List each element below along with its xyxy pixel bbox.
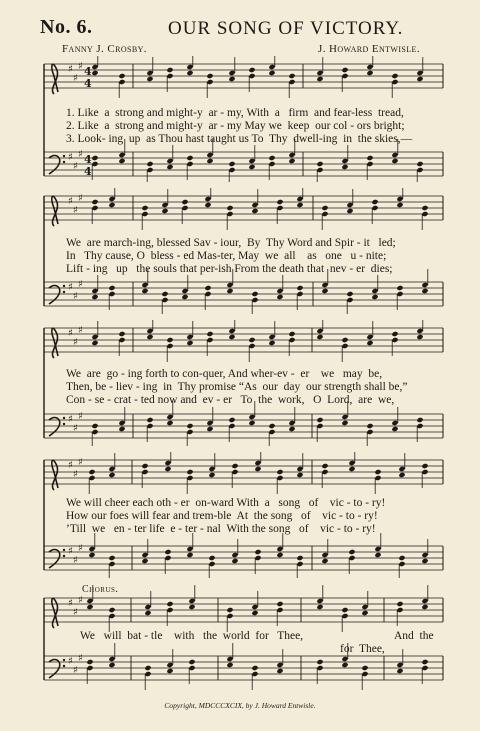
- note-head: [276, 469, 283, 475]
- note-head: [341, 67, 348, 73]
- note-head: [206, 158, 213, 164]
- note-head: [366, 70, 373, 76]
- lyric-line: 2. Like a strong and might-y ar - my May we keep our col - ors bright;: [66, 120, 405, 132]
- note-head: [144, 610, 151, 616]
- sharp-icon: ♯: [78, 193, 83, 204]
- note-head: [86, 659, 93, 665]
- note-head: [366, 423, 373, 429]
- treble-clef-icon: [52, 196, 58, 226]
- bass-clef-dot: [63, 665, 65, 667]
- note-head: [251, 610, 258, 616]
- note-head: [398, 472, 405, 478]
- lyric-line: In Thy cause, O bless - ed Mas-ter, May we all as one u - nite;: [66, 250, 387, 262]
- bass-clef-dot: [63, 155, 65, 157]
- note-head: [141, 205, 148, 211]
- note-head: [186, 70, 193, 76]
- note-head: [371, 199, 378, 205]
- note-head: [254, 466, 261, 472]
- note-head: [366, 155, 373, 161]
- note-head: [391, 158, 398, 164]
- sharp-icon: ♯: [73, 337, 78, 348]
- sharp-icon: ♯: [68, 152, 73, 163]
- note-head: [421, 604, 428, 610]
- lyric-line: We will cheer each oth - er on-ward With a song of vic - to - ry!: [66, 497, 386, 509]
- note-head: [166, 67, 173, 73]
- note-head: [276, 294, 283, 300]
- note-head: [251, 208, 258, 214]
- sharp-icon: ♯: [78, 149, 83, 160]
- lyric-line: Then, be - liev - ing in Thy promise “As our day our strength shall be,”: [66, 381, 408, 393]
- sharp-icon: ♯: [78, 325, 83, 336]
- note-head: [248, 337, 255, 343]
- chorus-lyric-right: And the: [394, 630, 434, 642]
- lyric-line: How our foes will fear and trem-ble At the song of vic - to - ry!: [66, 510, 378, 522]
- note-head: [166, 668, 173, 674]
- note-head: [396, 601, 403, 607]
- note-head: [146, 76, 153, 82]
- sharp-icon: ♯: [73, 205, 78, 216]
- note-head: [268, 423, 275, 429]
- note-head: [316, 417, 323, 423]
- note-head: [416, 161, 423, 167]
- note-head: [206, 73, 213, 79]
- note-head: [188, 659, 195, 665]
- note-head: [181, 199, 188, 205]
- note-head: [248, 67, 255, 73]
- lyricist-credit: Fanny J. Crosby.: [62, 43, 147, 55]
- note-head: [204, 202, 211, 208]
- note-head: [288, 158, 295, 164]
- note-head: [396, 285, 403, 291]
- lyric-line: 1. Like a strong and might-y ar - my, With a firm and fear-less tread,: [66, 107, 404, 119]
- note-head: [118, 331, 125, 337]
- hymn-title: OUR SONG OF VICTORY.: [168, 18, 404, 39]
- note-head: [416, 334, 423, 340]
- note-head: [91, 70, 98, 76]
- note-head: [251, 291, 258, 297]
- note-head: [346, 291, 353, 297]
- sharp-icon: ♯: [73, 161, 78, 172]
- note-head: [164, 466, 171, 472]
- treble-clef-icon: [52, 328, 58, 358]
- sharp-icon: ♯: [68, 64, 73, 75]
- note-head: [186, 423, 193, 429]
- time-signature-top: 4: [84, 65, 92, 78]
- note-head: [416, 76, 423, 82]
- note-head: [374, 469, 381, 475]
- sharp-icon: ♯: [78, 61, 83, 72]
- note-head: [288, 426, 295, 432]
- sharp-icon: ♯: [68, 598, 73, 609]
- note-head: [88, 552, 95, 558]
- note-head: [321, 288, 328, 294]
- note-head: [341, 337, 348, 343]
- note-head: [118, 73, 125, 79]
- note-head: [341, 662, 348, 668]
- note-head: [166, 337, 173, 343]
- note-head: [391, 426, 398, 432]
- note-head: [86, 604, 93, 610]
- note-head: [91, 294, 98, 300]
- note-head: [321, 558, 328, 564]
- note-head: [416, 417, 423, 423]
- note-head: [226, 662, 233, 668]
- chorus-label: Chorus.: [82, 584, 119, 595]
- note-head: [248, 420, 255, 426]
- note-head: [231, 463, 238, 469]
- hymn-number: No. 6.: [40, 16, 93, 38]
- note-head: [141, 463, 148, 469]
- note-head: [276, 601, 283, 607]
- composer-credit: J. Howard Entwisle.: [318, 43, 420, 55]
- time-signature-bottom: 4: [84, 165, 92, 178]
- sharp-icon: ♯: [78, 457, 83, 468]
- note-head: [108, 472, 115, 478]
- note-head: [208, 472, 215, 478]
- note-head: [296, 472, 303, 478]
- note-head: [296, 285, 303, 291]
- note-head: [188, 604, 195, 610]
- note-head: [166, 420, 173, 426]
- note-head: [146, 334, 153, 340]
- note-head: [144, 665, 151, 671]
- note-head: [276, 668, 283, 674]
- sharp-icon: ♯: [68, 546, 73, 557]
- note-head: [226, 607, 233, 613]
- note-head: [421, 205, 428, 211]
- note-head: [118, 426, 125, 432]
- sharp-icon: ♯: [73, 665, 78, 676]
- bass-clef-dot: [63, 659, 65, 661]
- sharp-icon: ♯: [73, 73, 78, 84]
- note-head: [361, 665, 368, 671]
- note-head: [421, 659, 428, 665]
- note-head: [141, 558, 148, 564]
- note-head: [91, 340, 98, 346]
- note-head: [396, 202, 403, 208]
- sharp-icon: ♯: [73, 555, 78, 566]
- bass-clef-dot: [63, 291, 65, 293]
- note-head: [206, 331, 213, 337]
- sharp-icon: ♯: [68, 656, 73, 667]
- note-head: [228, 417, 235, 423]
- bass-clef-dot: [63, 417, 65, 419]
- note-head: [288, 331, 295, 337]
- sharp-icon: ♯: [68, 282, 73, 293]
- note-head: [108, 285, 115, 291]
- sharp-icon: ♯: [68, 460, 73, 471]
- bass-clef-dot: [63, 549, 65, 551]
- note-head: [108, 555, 115, 561]
- note-head: [161, 208, 168, 214]
- sharp-icon: ♯: [78, 411, 83, 422]
- note-head: [288, 73, 295, 79]
- sharp-icon: ♯: [68, 414, 73, 425]
- note-head: [118, 158, 125, 164]
- time-signature-bottom: 4: [84, 77, 92, 90]
- note-head: [348, 466, 355, 472]
- note-head: [251, 665, 258, 671]
- lyric-line: 3. Look- ing up as Thou hast taught us To Thy dwell-ing in the skies,—: [66, 133, 413, 145]
- note-head: [398, 555, 405, 561]
- note-head: [374, 552, 381, 558]
- note-head: [396, 668, 403, 674]
- note-head: [341, 164, 348, 170]
- sharp-icon: ♯: [73, 469, 78, 480]
- note-head: [341, 420, 348, 426]
- sharp-icon: ♯: [68, 196, 73, 207]
- note-head: [296, 555, 303, 561]
- lyric-line: We are go - ing forth to con-quer, And wher-ev - er we may be,: [66, 368, 383, 380]
- note-head: [228, 334, 235, 340]
- note-head: [204, 285, 211, 291]
- bass-clef-dot: [63, 555, 65, 557]
- note-head: [391, 73, 398, 79]
- treble-clef-icon: [52, 64, 58, 94]
- note-head: [254, 549, 261, 555]
- sharp-icon: ♯: [73, 607, 78, 618]
- note-head: [296, 202, 303, 208]
- bass-clef-dot: [63, 161, 65, 163]
- note-head: [164, 549, 171, 555]
- note-head: [346, 208, 353, 214]
- note-head: [166, 601, 173, 607]
- note-head: [166, 164, 173, 170]
- copyright-notice: Copyright, MDCCCXCIX, by J. Howard Entwisle.: [164, 701, 316, 710]
- note-head: [161, 291, 168, 297]
- note-head: [108, 662, 115, 668]
- note-head: [186, 552, 193, 558]
- treble-clef-icon: [52, 460, 58, 490]
- note-head: [208, 555, 215, 561]
- note-head: [91, 423, 98, 429]
- note-head: [268, 340, 275, 346]
- note-head: [146, 161, 153, 167]
- note-head: [341, 607, 348, 613]
- note-head: [146, 417, 153, 423]
- note-head: [391, 331, 398, 337]
- note-head: [316, 76, 323, 82]
- sharp-icon: ♯: [73, 423, 78, 434]
- note-head: [91, 199, 98, 205]
- lyric-line: Lift - ing up the souls that per-ish From the death that nev - er dies;: [66, 263, 393, 275]
- lyric-line: We are march-ing, blessed Sav - iour, By Thy Word and Spir - it led;: [66, 237, 396, 249]
- note-head: [226, 205, 233, 211]
- note-head: [421, 558, 428, 564]
- note-head: [186, 155, 193, 161]
- note-head: [186, 469, 193, 475]
- note-head: [316, 334, 323, 340]
- time-signature-top: 4: [84, 153, 92, 166]
- note-head: [88, 469, 95, 475]
- note-head: [248, 164, 255, 170]
- note-head: [276, 552, 283, 558]
- note-head: [371, 294, 378, 300]
- lyric-line: Con - se - crat - ted now and ev - er To the work, O Lord, are we,: [66, 394, 395, 406]
- note-head: [186, 340, 193, 346]
- sharp-icon: ♯: [73, 291, 78, 302]
- note-head: [366, 340, 373, 346]
- note-head: [231, 558, 238, 564]
- music-system-chorus: [0, 584, 480, 700]
- chorus-lyric-main: We will bat - tle with the world for Thee,: [80, 630, 304, 642]
- note-head: [108, 202, 115, 208]
- bass-clef-dot: [63, 285, 65, 287]
- note-head: [268, 70, 275, 76]
- bass-clef-dot: [63, 423, 65, 425]
- note-head: [268, 155, 275, 161]
- lyric-line: ’Till we en - ter life e - ter - nal With the song of vic - to - ry!: [66, 523, 376, 535]
- sharp-icon: ♯: [78, 653, 83, 664]
- note-head: [316, 604, 323, 610]
- treble-clef-icon: [52, 598, 58, 628]
- sharp-icon: ♯: [78, 595, 83, 606]
- note-head: [321, 205, 328, 211]
- note-head: [316, 659, 323, 665]
- note-head: [276, 199, 283, 205]
- note-head: [206, 426, 213, 432]
- note-head: [108, 607, 115, 613]
- note-head: [421, 288, 428, 294]
- note-head: [316, 161, 323, 167]
- note-head: [181, 294, 188, 300]
- sharp-icon: ♯: [68, 328, 73, 339]
- note-head: [321, 463, 328, 469]
- note-head: [421, 463, 428, 469]
- note-head: [141, 288, 148, 294]
- note-head: [226, 288, 233, 294]
- note-head: [91, 155, 98, 161]
- note-head: [228, 76, 235, 82]
- sharp-icon: ♯: [78, 543, 83, 554]
- chorus-lyric-sub: for Thee,: [340, 643, 385, 655]
- note-head: [361, 610, 368, 616]
- note-head: [348, 549, 355, 555]
- sharp-icon: ♯: [78, 279, 83, 290]
- note-head: [228, 161, 235, 167]
